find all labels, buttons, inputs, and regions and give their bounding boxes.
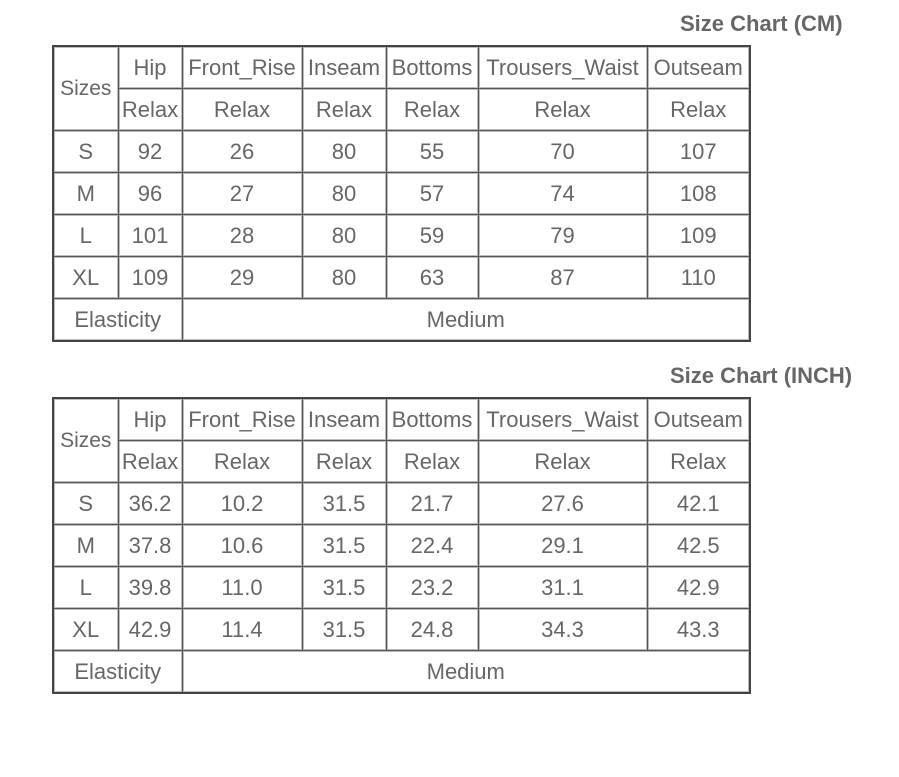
table-row bbox=[53, 525, 750, 567]
elasticity-label: Elasticity bbox=[53, 299, 182, 342]
fit-cell: Relax bbox=[386, 89, 478, 131]
value-cell: 70 bbox=[478, 131, 647, 173]
value-cell: 109 bbox=[647, 215, 750, 257]
value-cell: 63 bbox=[386, 257, 478, 299]
fit-row bbox=[53, 441, 750, 483]
table-row bbox=[53, 567, 750, 609]
value-cell: 31.5 bbox=[302, 483, 386, 525]
value-cell: 29.1 bbox=[478, 525, 647, 567]
value-cell: 39.8 bbox=[118, 567, 182, 609]
fit-cell: Relax bbox=[647, 441, 750, 483]
fit-cell: Relax bbox=[182, 89, 302, 131]
value-cell: 29 bbox=[182, 257, 302, 299]
column-header-outseam: Outseam bbox=[647, 46, 750, 89]
size-chart-cm-table bbox=[52, 45, 751, 342]
value-cell: 108 bbox=[647, 173, 750, 215]
elasticity-row bbox=[53, 299, 750, 342]
fit-cell: Relax bbox=[302, 89, 386, 131]
size-cell: S bbox=[53, 483, 118, 525]
header-row bbox=[53, 46, 750, 89]
fit-cell: Relax bbox=[386, 441, 478, 483]
value-cell: 42.1 bbox=[647, 483, 750, 525]
elasticity-value: Medium bbox=[182, 299, 750, 342]
fit-cell: Relax bbox=[647, 89, 750, 131]
value-cell: 31.5 bbox=[302, 525, 386, 567]
size-cell: XL bbox=[53, 609, 118, 651]
fit-cell: Relax bbox=[478, 441, 647, 483]
sizes-header: Sizes bbox=[53, 398, 118, 483]
value-cell: 22.4 bbox=[386, 525, 478, 567]
column-header-front-rise: Front_Rise bbox=[182, 46, 302, 89]
table-row bbox=[53, 257, 750, 299]
size-cell: L bbox=[53, 215, 118, 257]
column-header-trousers-waist: Trousers_Waist bbox=[478, 398, 647, 441]
value-cell: 21.7 bbox=[386, 483, 478, 525]
fit-cell: Relax bbox=[118, 89, 182, 131]
size-chart-cm-title: Size Chart (CM) bbox=[680, 11, 843, 36]
value-cell: 27 bbox=[182, 173, 302, 215]
column-header-hip: Hip bbox=[118, 398, 182, 441]
value-cell: 101 bbox=[118, 215, 182, 257]
value-cell: 42.9 bbox=[647, 567, 750, 609]
elasticity-value: Medium bbox=[182, 651, 750, 694]
size-chart-inch-title: Size Chart (INCH) bbox=[670, 363, 853, 388]
value-cell: 109 bbox=[118, 257, 182, 299]
size-cell: M bbox=[53, 525, 118, 567]
fit-cell: Relax bbox=[478, 89, 647, 131]
value-cell: 31.1 bbox=[478, 567, 647, 609]
column-header-front-rise: Front_Rise bbox=[182, 398, 302, 441]
size-chart-inch-table bbox=[52, 397, 751, 694]
value-cell: 43.3 bbox=[647, 609, 750, 651]
elasticity-label: Elasticity bbox=[53, 651, 182, 694]
value-cell: 87 bbox=[478, 257, 647, 299]
value-cell: 107 bbox=[647, 131, 750, 173]
value-cell: 57 bbox=[386, 173, 478, 215]
value-cell: 80 bbox=[302, 215, 386, 257]
value-cell: 79 bbox=[478, 215, 647, 257]
size-cell: L bbox=[53, 567, 118, 609]
header-row bbox=[53, 398, 750, 441]
column-header-bottoms: Bottoms bbox=[386, 46, 478, 89]
column-header-hip: Hip bbox=[118, 46, 182, 89]
value-cell: 31.5 bbox=[302, 567, 386, 609]
table-row bbox=[53, 131, 750, 173]
value-cell: 24.8 bbox=[386, 609, 478, 651]
column-header-inseam: Inseam bbox=[302, 398, 386, 441]
value-cell: 37.8 bbox=[118, 525, 182, 567]
fit-row bbox=[53, 89, 750, 131]
column-header-inseam: Inseam bbox=[302, 46, 386, 89]
size-cell: S bbox=[53, 131, 118, 173]
value-cell: 31.5 bbox=[302, 609, 386, 651]
sizes-header: Sizes bbox=[53, 46, 118, 131]
value-cell: 80 bbox=[302, 173, 386, 215]
value-cell: 80 bbox=[302, 257, 386, 299]
elasticity-row bbox=[53, 651, 750, 694]
value-cell: 110 bbox=[647, 257, 750, 299]
value-cell: 36.2 bbox=[118, 483, 182, 525]
value-cell: 80 bbox=[302, 131, 386, 173]
value-cell: 10.2 bbox=[182, 483, 302, 525]
table-row bbox=[53, 173, 750, 215]
value-cell: 23.2 bbox=[386, 567, 478, 609]
table-row bbox=[53, 609, 750, 651]
value-cell: 92 bbox=[118, 131, 182, 173]
column-header-bottoms: Bottoms bbox=[386, 398, 478, 441]
value-cell: 10.6 bbox=[182, 525, 302, 567]
value-cell: 42.9 bbox=[118, 609, 182, 651]
fit-cell: Relax bbox=[182, 441, 302, 483]
size-cell: M bbox=[53, 173, 118, 215]
value-cell: 11.4 bbox=[182, 609, 302, 651]
value-cell: 28 bbox=[182, 215, 302, 257]
fit-cell: Relax bbox=[118, 441, 182, 483]
value-cell: 59 bbox=[386, 215, 478, 257]
value-cell: 26 bbox=[182, 131, 302, 173]
table-row bbox=[53, 215, 750, 257]
value-cell: 74 bbox=[478, 173, 647, 215]
size-cell: XL bbox=[53, 257, 118, 299]
value-cell: 34.3 bbox=[478, 609, 647, 651]
value-cell: 55 bbox=[386, 131, 478, 173]
value-cell: 96 bbox=[118, 173, 182, 215]
value-cell: 27.6 bbox=[478, 483, 647, 525]
value-cell: 42.5 bbox=[647, 525, 750, 567]
column-header-trousers-waist: Trousers_Waist bbox=[478, 46, 647, 89]
table-row bbox=[53, 483, 750, 525]
column-header-outseam: Outseam bbox=[647, 398, 750, 441]
fit-cell: Relax bbox=[302, 441, 386, 483]
value-cell: 11.0 bbox=[182, 567, 302, 609]
